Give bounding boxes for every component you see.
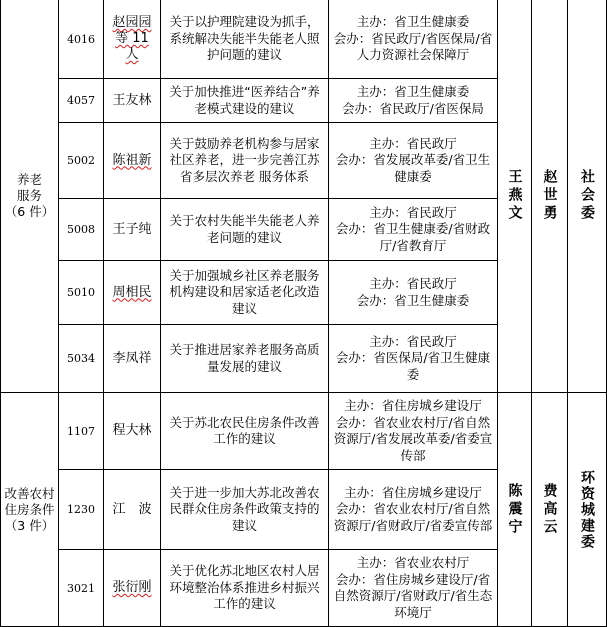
leader2-cell <box>532 0 567 392</box>
category-label: 养老服务 <box>16 172 42 203</box>
category-cell <box>1 393 58 626</box>
handling-units: 主办：省民政厅 会办：省卫生健康委/省财政厅/省教育厅 <box>335 204 491 253</box>
leader1-cell <box>498 393 531 626</box>
handling-units: 主办：省住房城乡建设厅 会办：省农业农村厅/省自然资源厅/省财政厅/省委宣传部 <box>333 484 493 533</box>
proposal-title: 关于苏北农民住房条件改善工作的建议 <box>169 414 320 446</box>
proposer-name: 张衍刚 <box>112 580 152 595</box>
proposer-name: 江 波 <box>112 501 152 517</box>
leader1-name: 王燕文 <box>506 169 523 223</box>
proposal-title: 关于农村失能半失能老人养老问题的建议 <box>169 213 320 245</box>
proposal-title: 关于加强城乡社区养老服务机构建设和居家适老化改造建议 <box>169 267 320 316</box>
handling-units: 主办：省民政厅 会办：省卫生健康委 <box>356 276 470 308</box>
category-count: （6 件） <box>4 204 55 219</box>
proposer-name: 程大林 <box>112 423 152 438</box>
proposal-id: 5002 <box>67 154 95 167</box>
proposal-id: 5008 <box>67 223 95 236</box>
handling-units: 主办：省民政厅 会办：省发展改革委/省卫生健康委 <box>335 135 491 184</box>
proposer-name: 陈祖新 <box>112 152 152 168</box>
handling-units: 主办：省卫生健康委 会办：省民政厅/省医保局 <box>342 84 484 116</box>
category-label: 改善农村住房条件 <box>4 485 55 517</box>
category-count: （3 件） <box>4 517 55 533</box>
proposal-title: 关于优化苏北地区农村人居环境整治体系推进乡村振兴工作的建议 <box>169 563 320 612</box>
proposer-name: 赵园园等 11 人 <box>112 15 152 62</box>
proposer-name: 周相民 <box>112 284 152 300</box>
proposer-name: 李凤祥 <box>112 350 152 366</box>
proposal-id: 4016 <box>67 32 95 46</box>
handling-units: 主办：省农业农村厅 会办：省住房城乡建设厅/省自然资源厅/省财政厅/省生态环境厅 <box>333 555 493 620</box>
proposal-id: 1107 <box>67 424 95 438</box>
committee-name: 社会委 <box>579 169 595 223</box>
leader2-name: 费高云 <box>541 482 558 537</box>
proposal-title: 关于加快推进“医养结合”养老模式建设的建议 <box>169 84 320 116</box>
handling-units: 主办：省卫生健康委 会办：省民政厅/省医保局/省人力资源社会保障厅 <box>333 14 493 63</box>
proposer-name: 王友林 <box>112 92 152 108</box>
committee-cell <box>568 0 606 392</box>
proposal-title: 关于鼓励养老机构参与居家社区养老，进一步完善江苏省多层次养老 服务体系 <box>169 135 320 184</box>
proposal-id: 5010 <box>67 286 95 299</box>
proposal-id: 5034 <box>67 352 95 365</box>
leader2-cell <box>532 393 567 626</box>
leader1-name: 陈震宁 <box>506 482 523 537</box>
committee-name: 环资城建委 <box>579 469 595 550</box>
committee-cell <box>568 393 606 626</box>
category-cell <box>1 0 58 392</box>
proposal-id: 1230 <box>67 503 95 516</box>
proposer-name: 王子纯 <box>112 221 152 237</box>
leader2-name: 赵世勇 <box>541 169 558 223</box>
proposal-title: 关于以护理院建设为抓手，系统解决失能半失能老人照护问题的建议 <box>169 14 320 63</box>
proposal-title: 关于推进居家养老服务高质量发展的建议 <box>169 342 320 374</box>
handling-units: 主办：省住房城乡建设厅 会办：省农业农村厅/省自然资源厅/省发展改革委/省委宣传部 <box>333 398 493 463</box>
handling-units: 主办：省民政厅 会办：省医保局/省卫生健康委 <box>335 333 491 382</box>
proposal-id: 3021 <box>67 581 95 595</box>
leader1-cell <box>498 0 531 392</box>
proposal-id: 4057 <box>67 94 95 107</box>
proposal-title: 关于进一步加大苏北改善农民群众住房条件政策支持的建议 <box>169 484 320 533</box>
